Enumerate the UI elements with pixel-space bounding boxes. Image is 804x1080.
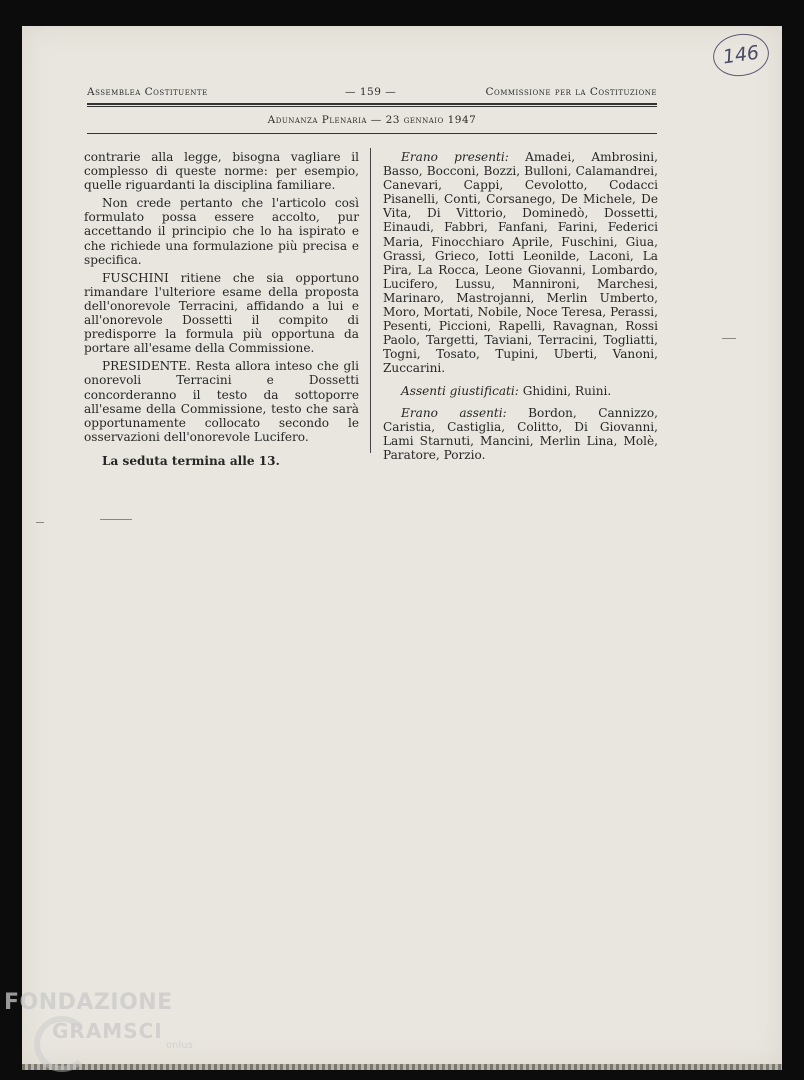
absent-names: Bordon, Cannizzo, Caristia, Castiglia, Colitto, Di Giovanni, Lami Starnuti, Mancini, Merlin Lina, Molè, Paratore, Porzio. [383,405,658,462]
watermark-line2: GRAMSCI [52,1019,163,1043]
header-rule-double [87,106,657,107]
header-page-number: — 159 — [345,86,397,98]
page-edge-strip [22,1064,782,1070]
attendance-justified [383,384,658,398]
justified-label: Assenti giustificati: [401,383,519,398]
right-column [383,150,658,466]
header-rule-top [87,103,657,105]
session-title: Adunanza Plenaria — 23 gennaio 1947 [267,114,477,126]
header-right: Commissione per la Costituzione [485,86,657,98]
absent-label: Erano assenti: [401,405,507,420]
stray-mark [722,338,736,339]
session-rule [87,133,657,134]
watermark-line3: onlus [166,1040,193,1051]
justified-names: Ghidini, Ruini. [522,383,612,398]
fondazione-gramsci-watermark [4,990,204,1051]
header-left: Assemblea Costituente [87,86,208,98]
handwritten-page-number: 146 [710,30,771,79]
stray-mark [36,522,44,523]
stray-mark [100,519,132,520]
watermark-line1: FONDAZIONE [4,990,173,1015]
session-closing: La seduta termina alle 13. [102,453,280,468]
paragraph-continuation: contrarie alla legge, bisogna vagliare il complesso di queste norme: per esempio, quelle riguardanti la disciplina familiare. [84,150,359,193]
attendance-present [383,150,658,376]
paragraph-fuschini: FUSCHINI ritiene che sia opportuno rimandare l'ulteriore esame della proposta dell'onorevole Terracini, affidando a lui e all'onorevole Dossetti il compito di predisporre la formula più opportuna da portare all'esame della Commissione. [84,270,359,356]
gramsci-logo-icon [34,1016,90,1072]
column-divider [370,148,371,453]
present-names: Amadei, Ambrosini, Basso, Bocconi, Bozzi, Bulloni, Calamandrei, Canevari, Cappi, Cevolotto, Codacci Pisanelli, Conti, Corsanego, De Michele, De Vita, Di Vittorio, Dominedò, Dossetti, Einaudi, Fabbri, Fanfani, Farini, Federici Maria, Finocchiaro Aprile, Fuschini, Giua, Grassi, Grieco, Iotti Leonilde, Laconi, La Pira, La Rocca, Leone Giovanni, Lombardo, Lucifero, Lussu, Mannironi, Marchesi, Marinaro, Mastrojanni, Merlin Umberto, Moro, Mortati, Nobile, Noce Teresa, Perassi, Pesenti, Piccioni, Rapelli, Ravagnan, Rossi Paolo, Targetti, Taviani, Terracini, Togliatti, Togni, Tosato, Tupini, Uberti, Vanoni, Zuccarini. [383,150,658,376]
left-column [84,150,359,472]
attendance-absent [383,406,658,462]
present-label: Erano presenti: [401,150,509,164]
paragraph-non-crede: Non crede pertanto che l'articolo così formulato possa essere accolto, pur accettando il principio che lo ha ispirato e che richiede una formulazione più precisa e specifica. [84,196,359,267]
paragraph-presidente: PRESIDENTE. Resta allora inteso che gli onorevoli Terracini e Dossetti concorderanno il testo da sottoporre all'esame della Commissione, testo che sarà opportunamente collocato secondo le osservazioni dell'onorevole Lucifero. [84,359,359,444]
